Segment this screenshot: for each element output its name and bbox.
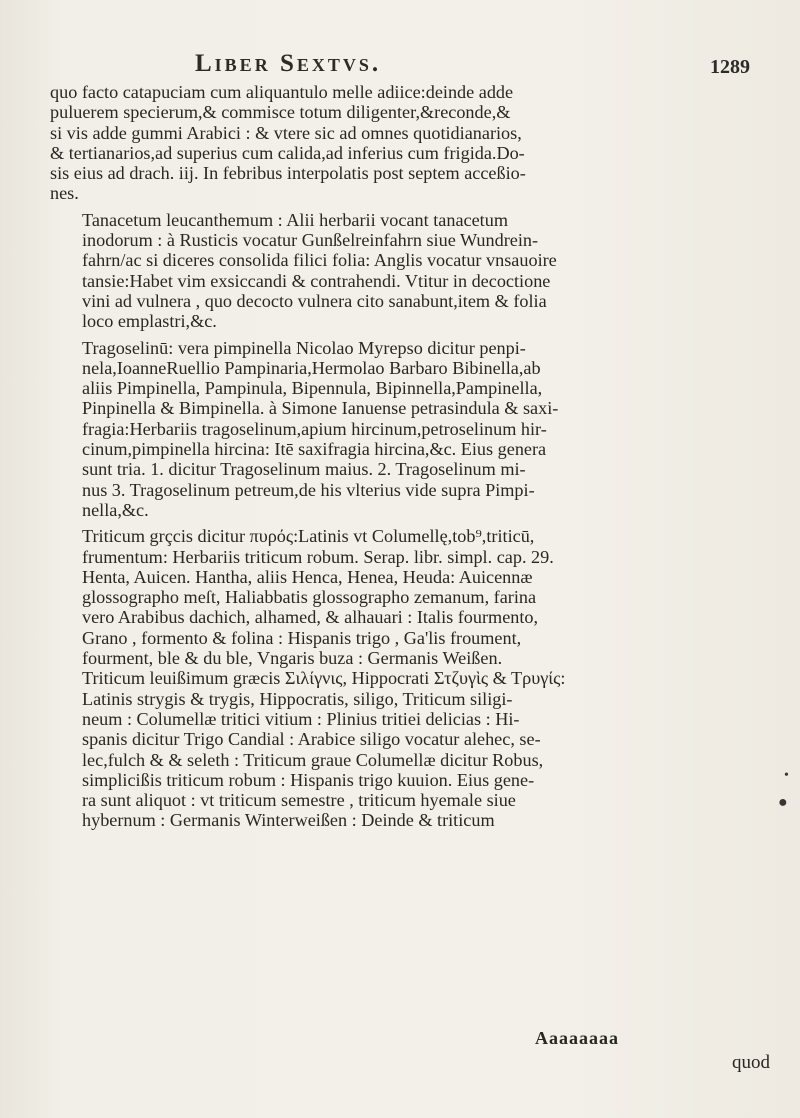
margin-dot-mark: • [784, 768, 789, 783]
text-line: sunt tria. 1. dicitur Tragoselinum maius. 2. Tragoselinum mi- [82, 459, 526, 480]
text-line: puluerem specierum,& commisce totum diligenter,&reconde,& [50, 102, 511, 123]
text-line: vero Arabibus dachich, alhamed, & alhauari : Italis fourmento, [82, 607, 539, 628]
text-line: nes. [50, 183, 79, 204]
running-head: Liber Sextvs. [195, 50, 382, 77]
signature-mark: Aaaaaaaa [535, 1028, 619, 1048]
paragraph-p3 [50, 338, 768, 521]
text-line: Triticum leuißimum græcis Σιλίγνις, Hippocrati Στζυγὶς & Τρυγίς: [82, 668, 566, 689]
text-line: loco emplastri,&c. [82, 311, 217, 332]
margin-bullet-mark: ● [778, 794, 788, 811]
main-text-block [50, 82, 768, 831]
text-line: Tanacetum leucanthemum : Alii herbarii vocant tanacetum [82, 209, 508, 230]
text-line: aliis Pimpinella, Pampinula, Bipennula, Bipinnella,Pampinella, [82, 378, 543, 399]
text-line: inodorum : à Rusticis vocatur Gunßelreinfahrn siue Wundrein- [82, 230, 539, 251]
text-line: fragia:Herbariis tragoselinum,apium hircinum,petroselinum hir- [82, 418, 547, 439]
text-line: Triticum grçcis dicitur πυρός:Latinis vt Columellę,tob⁹,triticū, [82, 526, 535, 547]
text-line: cinum,pimpinella hircina: Itē saxifragia hircina,&c. Eius genera [82, 439, 547, 460]
text-line: Pinpinella & Bimpinella. à Simone Ianuense petrasindula & saxi- [82, 398, 559, 419]
text-line: ra sunt aliquot : vt triticum semestre , triticum hyemale siue [82, 790, 516, 811]
text-line: Henta, Auicen. Hantha, aliis Henca, Henea, Heuda: Auicennæ [82, 566, 533, 587]
text-line: lec,fulch & & seleth : Triticum graue Columellæ dicitur Robus, [82, 749, 544, 770]
text-line: spanis dicitur Trigo Candial : Arabice siligo vocatur alehec, se- [82, 729, 541, 750]
text-line: simplicißis triticum robum : Hispanis trigo kuuion. Eius gene- [82, 769, 535, 790]
text-line: fourment, ble & du ble, Vngaris buza : Germanis Weißen. [82, 648, 503, 669]
text-line: fahrn/ac si diceres consolida filici folia: Anglis vocatur vnsauoire [82, 250, 557, 271]
text-line: Latinis strygis & trygis, Hippocratis, siligo, Triticum siligi- [82, 688, 513, 709]
text-line: & tertianarios,ad superius cum calida,ad inferius cum frigida.Do- [50, 142, 525, 163]
text-line: sis eius ad drach. iij. In febribus interpolatis post septem acceßio- [50, 163, 526, 184]
text-line: si vis adde gummi Arabici : & vtere sic ad omnes quotidianarios, [50, 122, 522, 143]
text-line: glossographo meſt, Haliabbatis glossographo zemanum, farina [82, 587, 537, 608]
text-line: quo facto catapuciam cum aliquantulo melle adiice:deinde adde [50, 82, 514, 102]
text-line: tansie:Habet vim exsiccandi & contrahendi. Vtitur in decoctione [82, 270, 551, 291]
text-line: nela,IoanneRuellio Pampinaria,Hermolao Barbaro Bibinella,ab [82, 357, 541, 378]
paragraph-p4 [50, 526, 768, 830]
text-line: neum : Columellæ tritici vitium : Plinius tritiei delicias : Hi- [82, 708, 520, 729]
catchword: quod [732, 1052, 770, 1073]
text-line: nella,&c. [82, 499, 149, 520]
text-line: Grano , formento & folina : Hispanis trigo , Ga'lis froument, [82, 627, 522, 648]
folio-number: 1289 [710, 56, 750, 78]
text-line: hybernum : Germanis Winterweißen : Deinde & triticum [82, 810, 495, 831]
text-line: Tragoselinū: vera pimpinella Nicolao Myrepso dicitur penpi- [82, 337, 526, 358]
paragraph-p2 [50, 210, 768, 332]
text-line: nus 3. Tragoselinum petreum,de his vlterius vide supra Pimpi- [82, 479, 535, 500]
paragraph-p1 [50, 82, 768, 204]
text-line: frumentum: Herbariis triticum robum. Serap. libr. simpl. cap. 29. [82, 546, 554, 567]
text-line: vini ad vulnera , quo decocto vulnera cito sanabunt,item & folia [82, 290, 547, 311]
